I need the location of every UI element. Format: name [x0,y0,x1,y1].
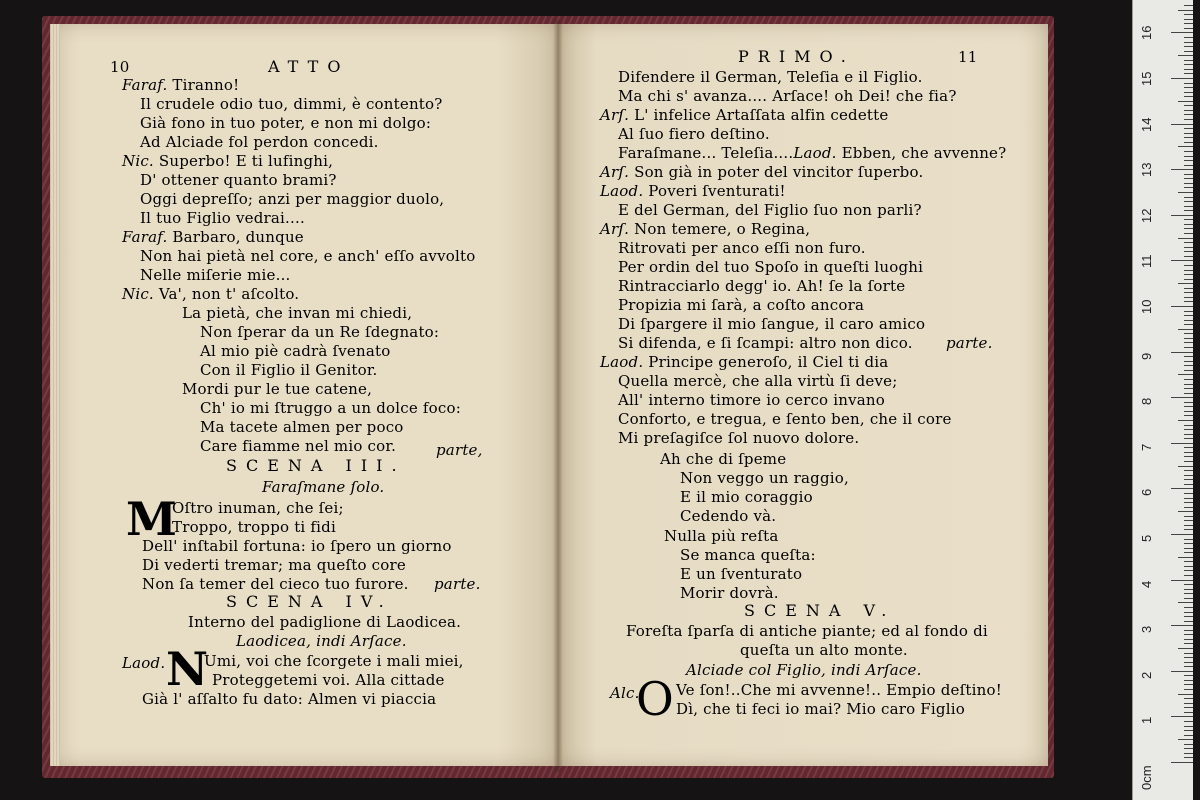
ruler-tick [1171,260,1193,261]
speaker: Laod. [122,654,166,672]
drop-cap: N [166,642,209,696]
ruler-tick [1171,215,1193,216]
ruler-tick [1178,374,1193,375]
aria-line: Non ſperar da un Re ſdegnato: [200,323,440,341]
ruler-tick [1184,744,1193,745]
ruler-tick [1184,151,1193,152]
verse-line: Già fono in tuo poter, e non mi dolgo: [140,114,432,132]
verse-line: Oſtro inuman, che ſei; [172,499,344,517]
ruler-tick [1184,548,1193,549]
ruler-tick [1184,183,1193,184]
ruler-tick [1171,397,1193,398]
ruler-tick [1184,110,1193,111]
ruler-tick [1184,210,1193,211]
ruler-number: 6 [1139,489,1154,497]
speaker: Arſ. [600,106,630,124]
speaker: Nic. [122,285,154,303]
ruler-tick [1178,602,1193,603]
verse-line: D' ottener quanto brami? [140,171,337,189]
ruler-tick [1184,274,1193,275]
verse-line: Quella mercè, che alla virtù ſi deve; [618,372,898,390]
ruler-tick [1171,32,1193,33]
ruler-number: 7 [1139,443,1154,451]
ruler-tick [1184,680,1193,681]
ruler-tick [1184,28,1193,29]
verse-line: All' interno timore io cerco invano [618,391,886,409]
aria-line: Se manca queſta: [680,546,816,564]
page-edges [50,24,60,766]
ruler-tick [1178,329,1193,330]
ruler-tick [1184,165,1193,166]
aria-line: Ma tacete almen per poco [200,418,404,436]
ruler-number: 16 [1139,25,1154,41]
aria-line: Non veggo un raggio, [680,469,849,487]
scene-heading: SCENA V. [744,601,896,620]
verse-line: Son già in poter del vincitor ſuperbo. [634,163,924,181]
ruler-tick [1184,379,1193,380]
ruler-tick [1184,37,1193,38]
ruler-tick [1184,698,1193,699]
ruler-tick [1184,525,1193,526]
speaker: Laod. [600,182,644,200]
ruler-tick [1184,675,1193,676]
ruler-tick [1184,347,1193,348]
ruler-tick [1184,589,1193,590]
ruler-number: 2 [1139,671,1154,679]
ruler-tick [1184,493,1193,494]
verse-line: Superbo! E ti lufinghi, [158,152,334,170]
ruler-tick [1184,461,1193,462]
ruler-number: 9 [1139,352,1154,360]
ruler-tick [1184,114,1193,115]
ruler-tick [1184,83,1193,84]
ruler-tick [1171,78,1193,79]
verse-line: Non ſa temer del cieco tuo furore. [142,575,409,593]
verse-line: Nelle miſerie mie... [140,266,291,284]
ruler-tick [1184,265,1193,266]
ruler-tick [1184,634,1193,635]
ruler-tick [1184,643,1193,644]
ruler-tick [1178,192,1193,193]
ruler-number: 8 [1139,397,1154,406]
ruler-tick [1171,580,1193,581]
scene-heading: SCENA IV. [226,592,393,611]
ruler-tick [1184,251,1193,252]
ruler-tick [1184,142,1193,143]
ruler-tick [1184,753,1193,754]
verse-line: L' infelice Artaſſata alfin cedette [634,106,889,124]
ruler-tick [1184,5,1193,6]
ruler-tick [1184,484,1193,485]
ruler-tick [1184,311,1193,312]
ruler-tick [1184,502,1193,503]
ruler-tick [1184,507,1193,508]
ruler-number: 11 [1139,254,1154,269]
ruler-tick [1184,584,1193,585]
aria-line: Morir dovrà. [680,584,779,602]
verse-line: Poveri ſventurati! [648,182,786,200]
verse-line: Già l' aſſalto fu dato: Almen vi piaccia [142,690,437,708]
stage-direction: Alciade col Figlio, indi Arſace. [686,661,922,679]
speaker: Laod. [600,353,644,371]
ruler-tick [1184,607,1193,608]
ruler-tick [1171,488,1193,489]
ruler-tick [1184,320,1193,321]
ruler-tick [1184,23,1193,24]
ruler-tick [1178,466,1193,467]
verse-line: Ritrovati per anco eſſi non furo. [618,239,866,257]
verse-line: Di vederti tremar; ma queſto core [142,556,406,574]
ruler-number: 12 [1139,208,1154,223]
ruler-tick [1184,96,1193,97]
ruler-tick [1184,242,1193,243]
aria-line: Cedendo và. [680,507,777,525]
ruler-tick [1184,689,1193,690]
aria-line: Mordi pur le tue catene, [182,380,373,398]
verse-line: Dì, che ti feci io mai? Mio caro Figlio [676,700,965,718]
ruler-tick [1184,92,1193,93]
ruler-tick [1184,388,1193,389]
ruler-tick [1184,256,1193,257]
ruler-tick [1184,520,1193,521]
ruler-tick [1184,338,1193,339]
ruler-tick [1184,452,1193,453]
ruler-tick [1171,352,1193,353]
ruler-tick [1184,475,1193,476]
ruler-tick [1178,101,1193,102]
ruler-number: 14 [1139,117,1154,132]
verse-line: Tiranno! [172,76,240,94]
ruler-tick [1184,516,1193,517]
ruler-tick [1184,356,1193,357]
verse-line: Dell' inſtabil fortuna: io ſpero un giorno [142,537,452,555]
speaker: Alc. [610,684,640,702]
ruler-tick [1178,694,1193,695]
ruler-tick [1171,124,1193,125]
speaker: Faraf. [122,76,168,94]
ruler-tick [1171,625,1193,626]
aria-line: Con il Figlio il Genitor. [200,361,378,379]
aria-line: Ah che di ſpeme [660,450,787,468]
scene-heading: SCENA III. [226,456,406,475]
ruler-tick [1184,479,1193,480]
ruler-tick [1184,178,1193,179]
ruler-tick [1184,128,1193,129]
ruler-tick [1184,730,1193,731]
ruler-tick [1184,456,1193,457]
ruler-tick [1184,64,1193,65]
ruler-tick [1184,721,1193,722]
aria-line: La pietà, che invan mi chiedi, [182,304,413,322]
ruler-tick [1171,306,1193,307]
ruler-tick [1184,297,1193,298]
ruler-tick [1184,370,1193,371]
ruler-tick [1184,561,1193,562]
ruler-tick [1184,653,1193,654]
ruler-number: 15 [1139,71,1154,86]
right-page-number: 11 [958,48,978,66]
ruler-tick [1178,238,1193,239]
ruler-tick [1184,612,1193,613]
ruler-tick [1184,324,1193,325]
ruler-tick [1184,735,1193,736]
speaker: Faraf. [122,228,168,246]
verse-line: Non temere, o Regina, [634,220,811,238]
ruler-tick [1184,292,1193,293]
ruler-tick [1184,206,1193,207]
verse-line: Il crudele odio tuo, dimmi, è contento? [140,95,443,113]
ruler-tick [1184,425,1193,426]
ruler-tick [1184,342,1193,343]
ruler-tick [1184,219,1193,220]
ruler-tick [1184,639,1193,640]
ruler-tick [1184,616,1193,617]
ruler-tick [1184,703,1193,704]
ruler-tick [1184,160,1193,161]
ruler-tick [1184,51,1193,52]
stage-direction-exit: parte, [436,441,483,459]
book-gutter [553,20,563,772]
ruler-tick [1184,156,1193,157]
verse-line: Mi preſagiſce ſol nuovo dolore. [618,429,860,447]
ruler-tick [1178,648,1193,649]
ruler-tick [1184,726,1193,727]
stage-direction: Laodicea, indi Arſace. [236,632,407,650]
verse-line: Faraſmane... Teleſia.... [618,144,794,162]
ruler-tick [1184,73,1193,74]
measuring-ruler [1132,0,1193,800]
verse-line: Ebben, che avvenne? [841,144,1007,162]
ruler-tick [1184,247,1193,248]
ruler-tick [1184,470,1193,471]
right-running-head: PRIMO. [738,47,855,66]
verse-line: Barbaro, dunque [172,228,304,246]
ruler-tick [1184,137,1193,138]
ruler-tick [1178,283,1193,284]
ruler-tick [1184,662,1193,663]
ruler-tick [1184,552,1193,553]
ruler-tick [1184,630,1193,631]
ruler-number: 10 [1139,299,1154,314]
ruler-tick [1184,438,1193,439]
verse-line: Principe generoſo, il Ciel ti dia [648,353,889,371]
ruler-tick [1184,279,1193,280]
verse-line: Si difenda, e ſi ſcampi: altro non dico. [618,334,913,352]
ruler-tick [1184,270,1193,271]
ruler-tick [1184,393,1193,394]
verse-line: Ad Alciade fol perdon concedi. [140,133,379,151]
ruler-tick [1184,757,1193,758]
stage-direction: Foreſta ſparſa di antiche piante; ed al fondo di [626,622,988,640]
ruler-tick [1184,384,1193,385]
ruler-tick [1184,69,1193,70]
speaker: Arſ. [600,220,630,238]
ruler-tick [1184,224,1193,225]
ruler-tick [1184,42,1193,43]
ruler-tick [1178,557,1193,558]
drop-cap: M [126,492,177,546]
ruler-tick [1184,434,1193,435]
ruler-tick [1184,657,1193,658]
ruler-tick [1184,187,1193,188]
left-page-number: 10 [110,58,130,76]
verse-line: Oggi depreſſo; anzi per maggior duolo, [140,190,445,208]
verse-line: Rintracciarlo degg' io. Ah! ſe la ſorte [618,277,906,295]
aria-line: E un ſventurato [680,565,803,583]
verse-line: Non hai pietà nel core, e anch' eſſo avvolto [140,247,476,265]
verse-line: Va', non t' aſcolto. [158,285,300,303]
ruler-tick [1184,119,1193,120]
ruler-tick [1184,87,1193,88]
ruler-tick [1178,10,1193,11]
ruler-tick [1184,543,1193,544]
ruler-unit-label: 0cm [1139,765,1154,790]
aria-line: Care fiamme nel mio cor. [200,437,397,455]
left-running-head: ATTO [268,57,350,76]
stage-direction: queſta un alto monte. [740,641,908,659]
speaker: Nic. [122,152,154,170]
ruler-tick [1171,671,1193,672]
verse-line: Umi, voi che ſcorgete i mali miei, [204,652,464,670]
verse-line: Ve ſon!..Che mi avvenne!.. Empio deſtino! [676,681,1002,699]
ruler-tick [1184,498,1193,499]
ruler-tick [1184,539,1193,540]
ruler-tick [1178,420,1193,421]
ruler-tick [1178,146,1193,147]
verse-line: Proteggetemi voi. Alla cittade [212,671,445,689]
ruler-tick [1184,19,1193,20]
ruler-tick [1184,333,1193,334]
ruler-tick [1184,411,1193,412]
ruler-tick [1184,593,1193,594]
ruler-tick [1184,712,1193,713]
verse-line: Conforto, e tregua, e ſento ben, che il core [618,410,952,428]
ruler-tick [1184,365,1193,366]
ruler-tick [1184,228,1193,229]
verse-line: Di ſpargere il mio ſangue, il caro amico [618,315,926,333]
ruler-tick [1178,739,1193,740]
aria-line: Nulla più reſta [664,527,779,545]
ruler-tick [1184,566,1193,567]
ruler-tick [1184,361,1193,362]
ruler-tick [1184,133,1193,134]
ruler-tick [1184,748,1193,749]
verse-line: E del German, del Figlio ſuo non parli? [618,201,922,219]
stage-direction: Faraſmane ſolo. [262,478,385,496]
ruler-tick [1171,762,1193,763]
ruler-tick [1184,60,1193,61]
ruler-tick [1184,174,1193,175]
verse-line: Ma chi s' avanza.... Arſace! oh Dei! che fia? [618,87,957,105]
ruler-tick [1184,402,1193,403]
ruler-tick [1184,415,1193,416]
ruler-tick [1184,233,1193,234]
ruler-tick [1184,14,1193,15]
speaker: Laod. [793,144,837,162]
ruler-tick [1171,534,1193,535]
ruler-tick [1184,301,1193,302]
verse-line: Per ordin del tuo Spoſo in queſti luoghi [618,258,924,276]
ruler-tick [1184,447,1193,448]
ruler-tick [1171,716,1193,717]
aria-line: Ch' io mi ſtruggo a un dolce foco: [200,399,461,417]
ruler-tick [1184,429,1193,430]
ruler-tick [1171,169,1193,170]
ruler-tick [1178,55,1193,56]
aria-line: Al mio piè cadrà ſvenato [200,342,391,360]
stage-direction-exit: parte. [434,575,481,593]
ruler-tick [1184,529,1193,530]
verse-line: Propizia mi ſarà, a coſto ancora [618,296,865,314]
ruler-number: 1 [1139,717,1154,725]
ruler-tick [1184,105,1193,106]
ruler-tick [1184,46,1193,47]
ruler-number: 4 [1139,580,1154,588]
ruler-tick [1184,201,1193,202]
ruler-tick [1184,197,1193,198]
ruler-tick [1184,406,1193,407]
ruler-number: 3 [1139,625,1154,634]
stage-direction-exit: parte. [946,334,993,352]
ruler-tick [1184,288,1193,289]
ruler-tick [1184,598,1193,599]
aria-line: E il mio coraggio [680,488,813,506]
stage-direction: Interno del padiglione di Laodicea. [188,613,462,631]
verse-line: Al ſuo fiero deſtino. [618,125,770,143]
ruler-tick [1184,684,1193,685]
ruler-tick [1171,443,1193,444]
ruler-tick [1178,511,1193,512]
ruler-tick [1184,707,1193,708]
ruler-number: 5 [1139,534,1154,542]
verse-line: Il tuo Figlio vedrai.... [140,209,305,227]
ruler-tick [1184,315,1193,316]
verse-line: Difendere il German, Teleſia e il Figlio. [618,68,923,86]
drop-cap: O [636,672,674,726]
ruler-tick [1184,570,1193,571]
ruler-tick [1184,621,1193,622]
ruler-tick [1184,575,1193,576]
ruler-tick [1184,666,1193,667]
ruler-number: 13 [1139,162,1154,178]
verse-line: Troppo, troppo ti fidi [172,518,336,536]
speaker: Arſ. [600,163,630,181]
